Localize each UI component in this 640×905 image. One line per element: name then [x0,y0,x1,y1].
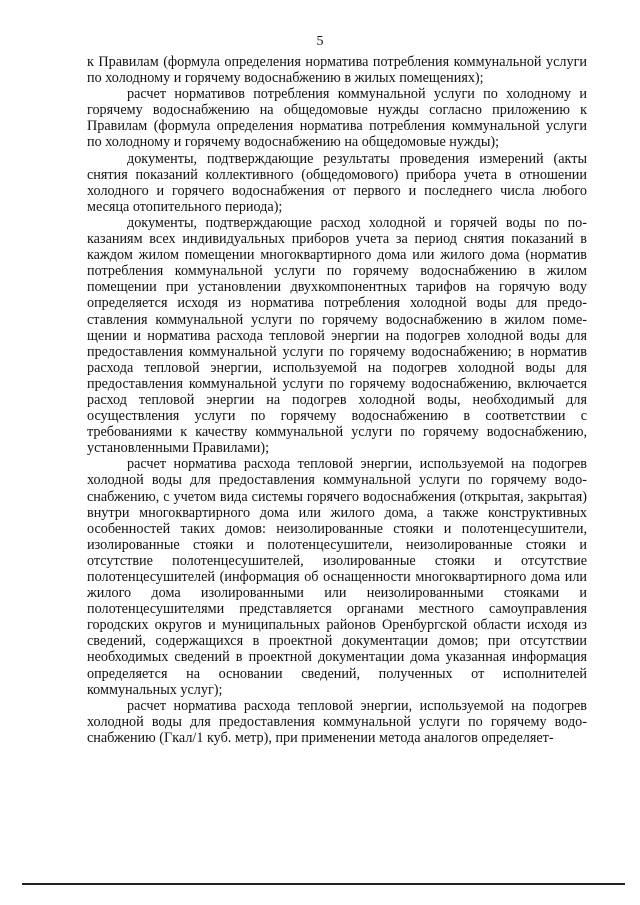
document-body [87,54,587,746]
paragraph-heat-energy-calculation: расчет норматива расхода тепловой энергии, используемой на подогрев холодной воды для предоставления коммунальной услуги по горячему водоснабжению, с учетом вида системы горячего водоснабжения (открытая, закрытая) внутри многоквартирного дома или жилого дома, а также конструктивных особенностей таких домов: неизолированные стояки и полотенцесушители, изолированные стояки и полотенцесушители, неизолированные стояки и отсутствие полотенцесушителей, изолированные стояки и отсутствие полотенцесушителей (информация об оснащенности многоквартирного дома или жилого дома изолированными или неизолированными стояками и полотенцесушителями представляется органами местного самоуправления городских округов и муниципальных районов Оренбургской области исходя из сведений, содержащихся в проектной документации домов; при отсутствии необходимых сведений в проектной документации дома указанная информация определяется на основании сведений, полученных от исполнителей коммунальных услуг); [87,456,587,698]
paragraph-analog-method-calculation: расчет норматива расхода тепловой энергии, используемой на подогрев холодной воды для предоставления коммунальной услуги по горячему водоснабжению (Гкал/1 куб. метр), при применении метода аналогов определяет- [87,697,587,746]
page-number: 5 [316,34,324,49]
paragraph-individual-meter-documents: документы, подтверждающие расход холодной и горячей воды по показаниям всех индивидуальных приборов учета за период снятия показаний в каждом жилом помещении многоквартирного дома или жилого дома (норматив потребления коммунальной услуги по горячему водоснабжению в жилом помещении при установлении двухкомпонентных тарифов на горячую воду определяется исходя из норматива потребления холодной воды для предоставления коммунальной услуги по горячему водоснабжению в жилом помещении и норматива расхода тепловой энергии на подогрев холодной воды для предоставления коммунальной услуги по горячему водоснабжению; в норматив расхода тепловой энергии, используемой на подогрев холодной воды для предоставления коммунальной услуги по горячему водоснабжению, включается расход тепловой энергии на подогрев холодной воды, необходимый для осуществления услуги по горячему водоснабжению в соответствии с требованиями к качеству коммунальной услуги по горячему водоснабжению, установленными Правилами); [87,214,587,457]
bottom-divider [22,883,625,885]
paragraph-measurement-documents: документы, подтверждающие результаты проведения измерений (акты снятия показаний коллективного (общедомового) прибора учета в отношении холодного и горячего водоснабжения от первого и последнего числа любого месяца отопительного периода); [87,150,587,215]
paragraph-rules-reference: к Правилам (формула определения норматива потребления коммунальной услуги по холодному и горячему водоснабжению в жилых помещениях); [87,54,587,87]
paragraph-common-needs-calculation: расчет нормативов потребления коммунальной услуги по холодному и горячему водоснабжению на общедомовые нужды согласно приложению к Правилам (формула определения норматива потребления коммунальной услуги по холодному и горячему водоснабжению на общедомовые нужды); [87,86,587,151]
